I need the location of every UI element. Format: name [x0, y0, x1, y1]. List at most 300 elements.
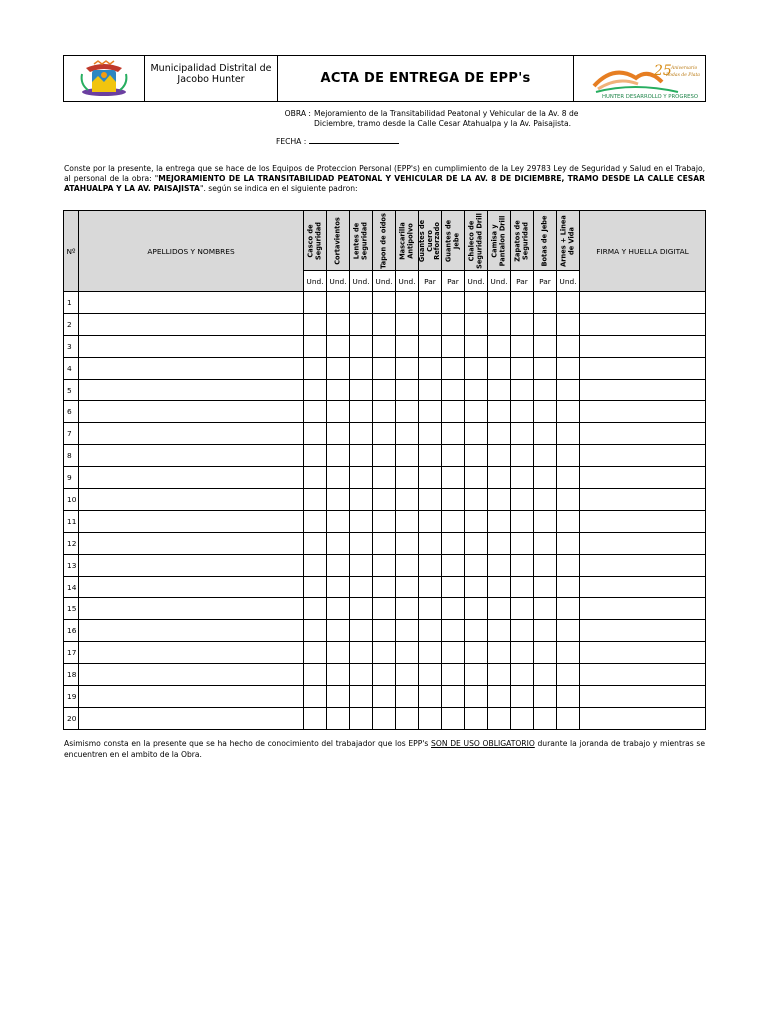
item-quantity-cell[interactable] — [511, 686, 534, 708]
asimismo-text-part2: durante la joranda de trabajo y mientras se encuentren en el ambito de la Obra. — [64, 739, 705, 759]
item-quantity-cell[interactable] — [557, 576, 580, 598]
item-quantity-cell[interactable] — [534, 664, 557, 686]
item-quantity-cell[interactable] — [511, 598, 534, 620]
item-quantity-cell[interactable] — [373, 335, 396, 357]
item-quantity-cell[interactable] — [327, 467, 350, 489]
signature-cell[interactable] — [580, 489, 706, 511]
item-quantity-cell[interactable] — [419, 510, 442, 532]
item-quantity-cell[interactable] — [488, 576, 511, 598]
item-quantity-cell[interactable] — [488, 335, 511, 357]
signature-cell[interactable] — [580, 292, 706, 314]
item-quantity-cell[interactable] — [511, 532, 534, 554]
item-quantity-cell[interactable] — [488, 292, 511, 314]
item-quantity-cell[interactable] — [465, 686, 488, 708]
item-quantity-cell[interactable] — [488, 620, 511, 642]
item-quantity-cell[interactable] — [396, 489, 419, 511]
item-quantity-cell[interactable] — [465, 467, 488, 489]
item-quantity-cell[interactable] — [557, 401, 580, 423]
item-quantity-cell[interactable] — [465, 707, 488, 729]
item-quantity-cell[interactable] — [534, 598, 557, 620]
item-quantity-cell[interactable] — [557, 510, 580, 532]
item-quantity-cell[interactable] — [304, 510, 327, 532]
row-number: 15 — [64, 598, 79, 620]
signature-cell[interactable] — [580, 642, 706, 664]
item-quantity-cell[interactable] — [511, 620, 534, 642]
item-quantity-cell[interactable] — [396, 576, 419, 598]
item-quantity-cell[interactable] — [465, 620, 488, 642]
item-quantity-cell[interactable] — [350, 532, 373, 554]
item-quantity-cell[interactable] — [511, 423, 534, 445]
item-quantity-cell[interactable] — [465, 489, 488, 511]
item-quantity-cell[interactable] — [327, 554, 350, 576]
item-quantity-cell[interactable] — [373, 707, 396, 729]
item-quantity-cell[interactable] — [465, 598, 488, 620]
item-quantity-cell[interactable] — [373, 423, 396, 445]
item-quantity-cell[interactable] — [557, 686, 580, 708]
name-cell[interactable] — [79, 510, 304, 532]
item-quantity-cell[interactable] — [419, 292, 442, 314]
item-quantity-cell[interactable] — [534, 313, 557, 335]
item-quantity-cell[interactable] — [350, 335, 373, 357]
item-quantity-cell[interactable] — [419, 664, 442, 686]
item-quantity-cell[interactable] — [534, 576, 557, 598]
signature-cell[interactable] — [580, 379, 706, 401]
item-quantity-cell[interactable] — [465, 423, 488, 445]
item-quantity-cell[interactable] — [511, 707, 534, 729]
item-quantity-cell[interactable] — [488, 445, 511, 467]
item-quantity-cell[interactable] — [350, 401, 373, 423]
item-quantity-cell[interactable] — [373, 313, 396, 335]
item-quantity-cell[interactable] — [350, 554, 373, 576]
item-quantity-cell[interactable] — [442, 686, 465, 708]
item-quantity-cell[interactable] — [373, 686, 396, 708]
name-cell[interactable] — [79, 489, 304, 511]
item-quantity-cell[interactable] — [465, 401, 488, 423]
signature-cell[interactable] — [580, 664, 706, 686]
item-quantity-cell[interactable] — [557, 664, 580, 686]
item-quantity-cell[interactable] — [534, 510, 557, 532]
name-cell[interactable] — [79, 423, 304, 445]
item-quantity-cell[interactable] — [304, 576, 327, 598]
item-quantity-cell[interactable] — [534, 554, 557, 576]
name-cell[interactable] — [79, 379, 304, 401]
item-quantity-cell[interactable] — [350, 510, 373, 532]
name-cell[interactable] — [79, 467, 304, 489]
item-quantity-cell[interactable] — [511, 357, 534, 379]
item-quantity-cell[interactable] — [488, 401, 511, 423]
item-quantity-cell[interactable] — [304, 620, 327, 642]
item-quantity-cell[interactable] — [511, 467, 534, 489]
name-cell[interactable] — [79, 598, 304, 620]
item-quantity-cell[interactable] — [442, 379, 465, 401]
item-quantity-cell[interactable] — [396, 532, 419, 554]
item-quantity-cell[interactable] — [465, 642, 488, 664]
item-quantity-cell[interactable] — [557, 532, 580, 554]
item-quantity-cell[interactable] — [396, 357, 419, 379]
item-quantity-cell[interactable] — [350, 686, 373, 708]
item-quantity-cell[interactable] — [396, 554, 419, 576]
item-quantity-cell[interactable] — [465, 313, 488, 335]
item-quantity-cell[interactable] — [327, 707, 350, 729]
item-quantity-cell[interactable] — [327, 313, 350, 335]
item-quantity-cell[interactable] — [373, 445, 396, 467]
name-cell[interactable] — [79, 686, 304, 708]
item-quantity-cell[interactable] — [534, 379, 557, 401]
signature-cell[interactable] — [580, 467, 706, 489]
item-quantity-cell[interactable] — [304, 489, 327, 511]
item-quantity-cell[interactable] — [465, 510, 488, 532]
item-quantity-cell[interactable] — [488, 707, 511, 729]
item-quantity-cell[interactable] — [304, 335, 327, 357]
signature-cell[interactable] — [580, 445, 706, 467]
signature-cell[interactable] — [580, 423, 706, 445]
item-quantity-cell[interactable] — [304, 379, 327, 401]
item-quantity-cell[interactable] — [350, 664, 373, 686]
item-quantity-cell[interactable] — [511, 313, 534, 335]
item-quantity-cell[interactable] — [350, 576, 373, 598]
item-quantity-cell[interactable] — [396, 686, 419, 708]
item-quantity-cell[interactable] — [557, 423, 580, 445]
item-quantity-cell[interactable] — [396, 445, 419, 467]
table-row — [64, 335, 706, 357]
item-quantity-cell[interactable] — [327, 423, 350, 445]
item-quantity-cell[interactable] — [327, 598, 350, 620]
item-quantity-cell[interactable] — [442, 576, 465, 598]
obra-block — [265, 109, 595, 128]
item-quantity-cell[interactable] — [557, 357, 580, 379]
item-quantity-cell[interactable] — [511, 379, 534, 401]
item-quantity-cell[interactable] — [511, 401, 534, 423]
item-quantity-cell[interactable] — [442, 467, 465, 489]
item-quantity-cell[interactable] — [419, 379, 442, 401]
item-quantity-cell[interactable] — [442, 445, 465, 467]
item-quantity-cell[interactable] — [442, 620, 465, 642]
item-quantity-cell[interactable] — [465, 554, 488, 576]
item-quantity-cell[interactable] — [396, 707, 419, 729]
item-quantity-cell[interactable] — [396, 335, 419, 357]
table-row — [64, 642, 706, 664]
item-quantity-cell[interactable] — [488, 379, 511, 401]
item-quantity-cell[interactable] — [304, 598, 327, 620]
item-quantity-cell[interactable] — [373, 664, 396, 686]
item-quantity-cell[interactable] — [442, 532, 465, 554]
item-quantity-cell[interactable] — [304, 401, 327, 423]
name-cell[interactable] — [79, 401, 304, 423]
item-quantity-cell[interactable] — [396, 467, 419, 489]
item-quantity-cell[interactable] — [488, 642, 511, 664]
item-quantity-cell[interactable] — [304, 554, 327, 576]
item-quantity-cell[interactable] — [534, 292, 557, 314]
item-quantity-cell[interactable] — [304, 686, 327, 708]
item-quantity-cell[interactable] — [557, 598, 580, 620]
item-quantity-cell[interactable] — [419, 335, 442, 357]
item-quantity-cell[interactable] — [304, 642, 327, 664]
item-quantity-cell[interactable] — [488, 664, 511, 686]
item-quantity-cell[interactable] — [419, 489, 442, 511]
signature-cell[interactable] — [580, 357, 706, 379]
item-quantity-cell[interactable] — [327, 445, 350, 467]
item-quantity-cell[interactable] — [442, 707, 465, 729]
obra-label: OBRA : — [284, 109, 311, 118]
item-quantity-cell[interactable] — [442, 510, 465, 532]
item-quantity-cell[interactable] — [534, 467, 557, 489]
item-quantity-cell[interactable] — [511, 292, 534, 314]
item-quantity-cell[interactable] — [350, 445, 373, 467]
signature-cell[interactable] — [580, 532, 706, 554]
table-body — [64, 292, 706, 730]
item-quantity-cell[interactable] — [419, 707, 442, 729]
name-cell[interactable] — [79, 292, 304, 314]
item-quantity-cell[interactable] — [350, 707, 373, 729]
item-quantity-cell[interactable] — [465, 292, 488, 314]
item-quantity-cell[interactable] — [442, 335, 465, 357]
item-quantity-cell[interactable] — [373, 598, 396, 620]
item-quantity-cell[interactable] — [534, 335, 557, 357]
municipality-logo-cell — [64, 56, 145, 101]
signature-cell[interactable] — [580, 707, 706, 729]
item-quantity-cell[interactable] — [350, 357, 373, 379]
item-quantity-cell[interactable] — [419, 686, 442, 708]
item-quantity-cell[interactable] — [557, 642, 580, 664]
item-quantity-cell[interactable] — [396, 313, 419, 335]
item-quantity-cell[interactable] — [373, 532, 396, 554]
name-cell[interactable] — [79, 664, 304, 686]
item-quantity-cell[interactable] — [534, 620, 557, 642]
item-quantity-cell[interactable] — [350, 489, 373, 511]
item-quantity-cell[interactable] — [350, 379, 373, 401]
item-quantity-cell[interactable] — [442, 554, 465, 576]
signature-cell[interactable] — [580, 686, 706, 708]
item-quantity-cell[interactable] — [327, 664, 350, 686]
item-quantity-cell[interactable] — [304, 357, 327, 379]
name-cell[interactable] — [79, 357, 304, 379]
item-quantity-cell[interactable] — [327, 642, 350, 664]
item-quantity-cell[interactable] — [373, 489, 396, 511]
item-quantity-cell[interactable] — [442, 292, 465, 314]
item-quantity-cell[interactable] — [511, 489, 534, 511]
name-cell[interactable] — [79, 445, 304, 467]
row-number: 3 — [64, 335, 79, 357]
item-quantity-cell[interactable] — [373, 576, 396, 598]
item-quantity-cell[interactable] — [442, 598, 465, 620]
item-quantity-cell[interactable] — [442, 313, 465, 335]
item-quantity-cell[interactable] — [396, 401, 419, 423]
item-quantity-cell[interactable] — [488, 423, 511, 445]
table-row — [64, 532, 706, 554]
item-quantity-cell[interactable] — [304, 445, 327, 467]
name-cell[interactable] — [79, 642, 304, 664]
item-quantity-cell[interactable] — [511, 335, 534, 357]
item-quantity-cell[interactable] — [419, 357, 442, 379]
item-quantity-cell[interactable] — [350, 642, 373, 664]
item-quantity-cell[interactable] — [396, 423, 419, 445]
item-quantity-cell[interactable] — [488, 467, 511, 489]
row-number: 6 — [64, 401, 79, 423]
item-quantity-cell[interactable] — [327, 379, 350, 401]
name-cell[interactable] — [79, 707, 304, 729]
item-quantity-cell[interactable] — [511, 576, 534, 598]
item-quantity-cell[interactable] — [419, 554, 442, 576]
signature-cell[interactable] — [580, 576, 706, 598]
item-quantity-cell[interactable] — [488, 554, 511, 576]
item-quantity-cell[interactable] — [419, 532, 442, 554]
item-quantity-cell[interactable] — [511, 642, 534, 664]
item-quantity-cell[interactable] — [419, 620, 442, 642]
name-cell[interactable] — [79, 576, 304, 598]
item-quantity-cell[interactable] — [327, 510, 350, 532]
signature-cell[interactable] — [580, 401, 706, 423]
item-quantity-cell[interactable] — [419, 401, 442, 423]
item-quantity-cell[interactable] — [304, 664, 327, 686]
item-quantity-cell[interactable] — [304, 292, 327, 314]
item-quantity-cell[interactable] — [373, 467, 396, 489]
item-quantity-cell[interactable] — [488, 686, 511, 708]
item-quantity-cell[interactable] — [350, 423, 373, 445]
item-quantity-cell[interactable] — [557, 554, 580, 576]
item-quantity-cell[interactable] — [442, 401, 465, 423]
item-quantity-cell[interactable] — [488, 598, 511, 620]
item-quantity-cell[interactable] — [511, 554, 534, 576]
item-quantity-cell[interactable] — [557, 335, 580, 357]
item-quantity-cell[interactable] — [488, 489, 511, 511]
logo-slogan: HUNTER DESARROLLO Y PROGRESO — [602, 94, 699, 100]
item-quantity-cell[interactable] — [534, 401, 557, 423]
item-quantity-cell[interactable] — [350, 620, 373, 642]
signature-cell[interactable] — [580, 620, 706, 642]
name-cell[interactable] — [79, 313, 304, 335]
item-quantity-cell[interactable] — [534, 642, 557, 664]
item-quantity-cell[interactable] — [419, 576, 442, 598]
item-quantity-cell[interactable] — [557, 379, 580, 401]
signature-cell[interactable] — [580, 598, 706, 620]
item-quantity-cell[interactable] — [534, 532, 557, 554]
item-quantity-cell[interactable] — [557, 445, 580, 467]
signature-cell[interactable] — [580, 335, 706, 357]
item-quantity-cell[interactable] — [304, 707, 327, 729]
item-quantity-cell[interactable] — [419, 313, 442, 335]
item-quantity-cell[interactable] — [327, 401, 350, 423]
item-quantity-cell[interactable] — [557, 313, 580, 335]
item-quantity-cell[interactable] — [442, 664, 465, 686]
item-quantity-cell[interactable] — [534, 445, 557, 467]
item-quantity-cell[interactable] — [511, 664, 534, 686]
name-cell[interactable] — [79, 532, 304, 554]
conste-text-part1: Conste por la presente, la entrega que se hace de los Equipos de Proteccion Personal (EPP's) en cumplimiento de la Ley 29783 Ley de Seguridad y Salud en el Trabajo, al personal de la obra: " — [64, 164, 705, 183]
item-quantity-cell[interactable] — [327, 620, 350, 642]
signature-cell[interactable] — [580, 510, 706, 532]
name-cell[interactable] — [79, 335, 304, 357]
item-quantity-cell[interactable] — [327, 686, 350, 708]
item-quantity-cell[interactable] — [534, 686, 557, 708]
item-quantity-cell[interactable] — [465, 379, 488, 401]
table-row — [64, 401, 706, 423]
item-quantity-cell[interactable] — [534, 489, 557, 511]
signature-cell[interactable] — [580, 313, 706, 335]
item-quantity-cell[interactable] — [327, 576, 350, 598]
name-cell[interactable] — [79, 620, 304, 642]
item-quantity-cell[interactable] — [534, 707, 557, 729]
item-quantity-cell[interactable] — [396, 598, 419, 620]
table-row — [64, 554, 706, 576]
item-quantity-cell[interactable] — [373, 292, 396, 314]
item-quantity-cell[interactable] — [373, 620, 396, 642]
item-quantity-cell[interactable] — [350, 292, 373, 314]
item-quantity-cell[interactable] — [396, 620, 419, 642]
item-quantity-cell[interactable] — [396, 510, 419, 532]
item-quantity-cell[interactable] — [304, 313, 327, 335]
item-quantity-cell[interactable] — [419, 598, 442, 620]
item-quantity-cell[interactable] — [557, 467, 580, 489]
item-quantity-cell[interactable] — [488, 313, 511, 335]
item-quantity-cell[interactable] — [534, 423, 557, 445]
item-quantity-cell[interactable] — [396, 664, 419, 686]
fecha-blank-line[interactable] — [309, 136, 399, 144]
item-quantity-cell[interactable] — [557, 620, 580, 642]
item-quantity-cell[interactable] — [350, 467, 373, 489]
item-quantity-cell[interactable] — [327, 292, 350, 314]
item-quantity-cell[interactable] — [442, 357, 465, 379]
item-quantity-cell[interactable] — [465, 532, 488, 554]
item-quantity-cell[interactable] — [304, 423, 327, 445]
table-row — [64, 664, 706, 686]
item-quantity-cell[interactable] — [327, 489, 350, 511]
item-quantity-cell[interactable] — [557, 292, 580, 314]
item-quantity-cell[interactable] — [327, 357, 350, 379]
signature-cell[interactable] — [580, 554, 706, 576]
item-quantity-cell[interactable] — [442, 489, 465, 511]
item-quantity-cell[interactable] — [488, 510, 511, 532]
item-quantity-cell[interactable] — [419, 467, 442, 489]
item-quantity-cell[interactable] — [396, 642, 419, 664]
item-quantity-cell[interactable] — [350, 313, 373, 335]
item-quantity-cell[interactable] — [465, 576, 488, 598]
item-quantity-cell[interactable] — [557, 707, 580, 729]
item-quantity-cell[interactable] — [373, 510, 396, 532]
name-cell[interactable] — [79, 554, 304, 576]
item-quantity-cell[interactable] — [419, 445, 442, 467]
item-quantity-cell[interactable] — [304, 467, 327, 489]
item-quantity-cell[interactable] — [534, 357, 557, 379]
item-quantity-cell[interactable] — [442, 423, 465, 445]
item-quantity-cell[interactable] — [396, 379, 419, 401]
item-quantity-cell[interactable] — [419, 423, 442, 445]
item-quantity-cell[interactable] — [327, 532, 350, 554]
item-quantity-cell[interactable] — [373, 642, 396, 664]
item-quantity-cell[interactable] — [304, 532, 327, 554]
item-quantity-cell[interactable] — [350, 598, 373, 620]
item-quantity-cell[interactable] — [373, 554, 396, 576]
item-quantity-cell[interactable] — [557, 489, 580, 511]
col-unit-label: Und. — [557, 271, 580, 292]
item-quantity-cell[interactable] — [442, 642, 465, 664]
item-quantity-cell[interactable] — [465, 335, 488, 357]
item-quantity-cell[interactable] — [419, 642, 442, 664]
item-quantity-cell[interactable] — [511, 445, 534, 467]
item-quantity-cell[interactable] — [465, 445, 488, 467]
item-quantity-cell[interactable] — [465, 357, 488, 379]
col-header-item-label: Lentes de Seguridad — [352, 221, 368, 260]
item-quantity-cell[interactable] — [465, 664, 488, 686]
item-quantity-cell[interactable] — [373, 357, 396, 379]
item-quantity-cell[interactable] — [373, 401, 396, 423]
item-quantity-cell[interactable] — [488, 357, 511, 379]
item-quantity-cell[interactable] — [488, 532, 511, 554]
item-quantity-cell[interactable] — [396, 292, 419, 314]
table-row — [64, 707, 706, 729]
item-quantity-cell[interactable] — [327, 335, 350, 357]
item-quantity-cell[interactable] — [511, 510, 534, 532]
item-quantity-cell[interactable] — [373, 379, 396, 401]
